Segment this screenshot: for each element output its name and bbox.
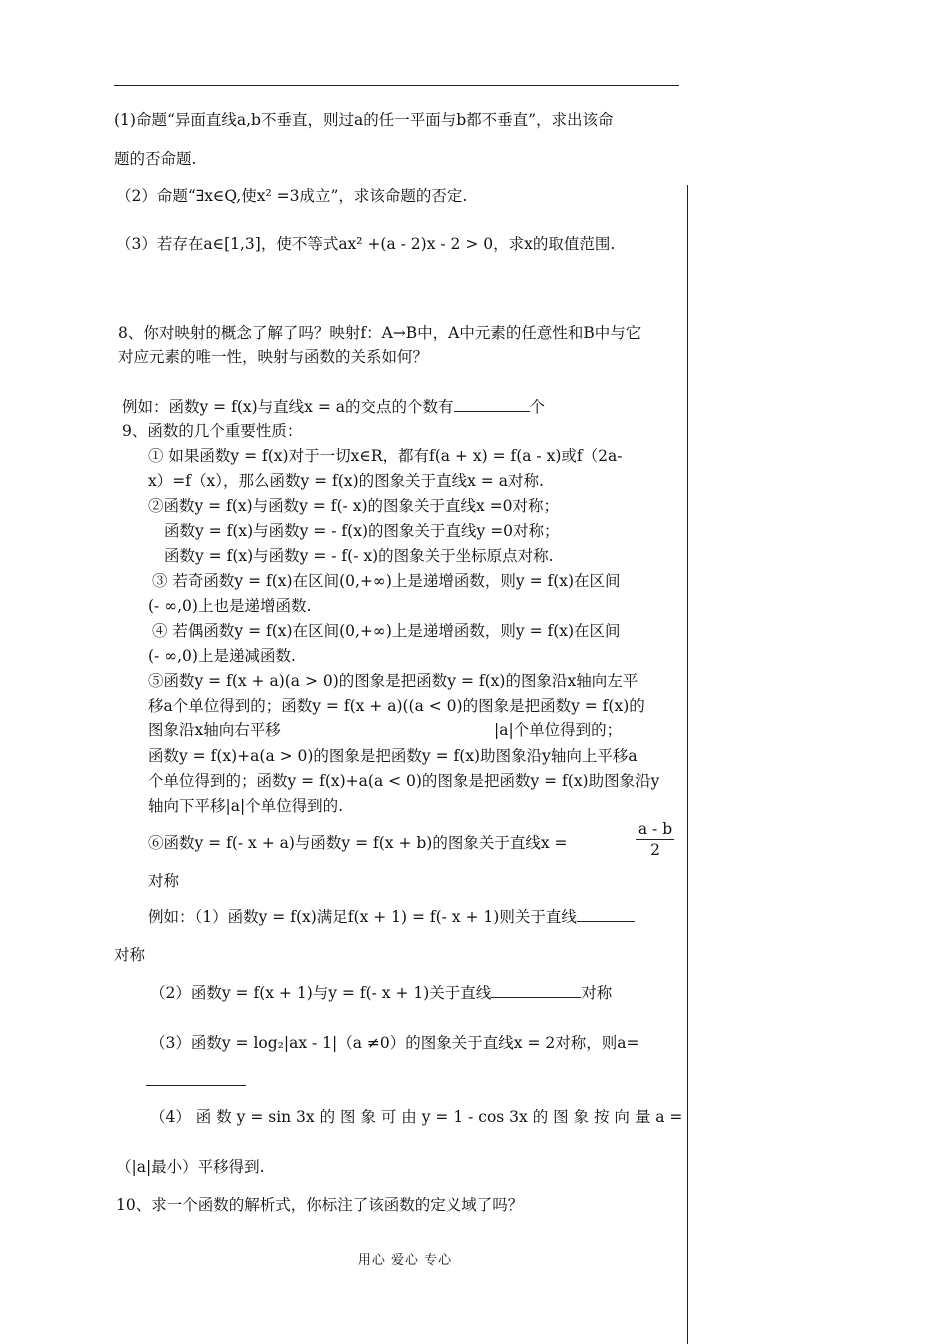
- q8-line2: 对应元素的唯一性，映射与函数的关系如何？: [118, 348, 429, 366]
- q7-item1-line1: (1)命题“异面直线a,b不垂直，则过a的任一平面与b都不垂直”，求出该命: [114, 111, 614, 129]
- answer-blank[interactable]: [577, 907, 635, 922]
- property1-line2: x）=f（x），那么函数y = f(x)的图象关于直线x = a对称.: [148, 472, 544, 490]
- q8-example: [122, 397, 545, 417]
- example1-text: 例如：（1）函数y = f(x)满足f(x + 1) = f(- x + 1)则关于直线: [148, 908, 577, 926]
- property2-line3: 函数y = f(x)与函数y = - f(- x)的图象关于坐标原点对称.: [164, 547, 554, 565]
- property5-line4: 函数y = f(x)+a(a > 0)的图象是把函数y = f(x)助图象沿y轴向上平移a: [148, 747, 638, 765]
- answer-blank[interactable]: [454, 397, 530, 412]
- property3-line1: ③ 若奇函数y = f(x)在区间(0,+∞)上是递增函数，则y = f(x)在区间: [152, 572, 621, 590]
- answer-blank[interactable]: [491, 983, 581, 998]
- property2-line1: ②函数y = f(x)与函数y = f(- x)的图象关于直线x =0对称；: [148, 497, 560, 515]
- example2-end: 对称: [581, 984, 613, 1002]
- property1-line1: ① 如果函数y = f(x)对于一切x∈R，都有f(a + x) = f(a - x)或f（2a-: [148, 447, 623, 465]
- fraction: [636, 819, 674, 860]
- property3-line2: (- ∞,0)上也是递增函数.: [148, 597, 312, 615]
- answer-blank[interactable]: [146, 1085, 246, 1086]
- property6-line2: 对称: [148, 872, 180, 890]
- fraction-numerator: a - b: [637, 820, 673, 838]
- example1-line1: [148, 907, 635, 927]
- q8-example-text: 例如：函数y = f(x)与直线x = a的交点的个数有: [122, 398, 454, 416]
- property4-line2: (- ∞,0)上是递减函数.: [148, 647, 296, 665]
- page-footer: 用心 爱心 专心: [357, 1253, 453, 1268]
- margin-rule: [687, 185, 688, 1344]
- property5-line3-end: |a|个单位得到的；: [494, 721, 623, 739]
- property6-line1: ⑥函数y = f(- x + a)与函数y = f(x + b)的图象关于直线x =: [148, 834, 568, 852]
- q9-heading: 9、函数的几个重要性质：: [122, 422, 303, 440]
- property5-line1: ⑤函数y = f(x + a)(a > 0)的图象是把函数y = f(x)的图象沿x轴向左平: [148, 672, 639, 690]
- q8-example-unit: 个: [529, 398, 546, 416]
- property5-line6: 轴向下平移|a|个单位得到的.: [148, 797, 344, 815]
- example4-line1: （4） 函 数 y = sin 3x 的 图 象 可 由 y = 1 - cos 3x 的 图 象 按 向 量 a =: [150, 1108, 683, 1126]
- fraction-denominator: 2: [650, 841, 660, 859]
- q8-line1: 8、你对映射的概念了解了吗？映射f：A→B中，A中元素的任意性和B中与它: [118, 324, 642, 342]
- q7-item3: （3）若存在a∈[1,3]，使不等式ax² +(a - 2)x - 2 > 0，求x的取值范围.: [116, 235, 616, 253]
- example2-text: （2）函数y = f(x + 1)与y = f(- x + 1)关于直线: [150, 984, 492, 1002]
- q10: 10、求一个函数的解析式，你标注了该函数的定义域了吗？: [116, 1196, 524, 1214]
- example3: （3）函数y = log₂|ax - 1|（a ≠0）的图象关于直线x = 2对称，则a=: [150, 1034, 640, 1052]
- example4-line2: （|a|最小）平移得到.: [116, 1158, 265, 1176]
- example2: [150, 983, 612, 1003]
- q7-item2: （2）命题“∃x∈Q,使x² =3成立”，求该命题的否定.: [116, 187, 468, 205]
- property5-line3: 图象沿x轴向右平移: [148, 721, 281, 739]
- example1-line2: 对称: [114, 946, 146, 964]
- property4-line1: ④ 若偶函数y = f(x)在区间(0,+∞)上是递增函数，则y = f(x)在区间: [152, 622, 621, 640]
- property5-line5: 个单位得到的；函数y = f(x)+a(a < 0)的图象是把函数y = f(x)助图象沿y: [148, 772, 660, 790]
- header-rule: [114, 85, 679, 86]
- property2-line2: 函数y = f(x)与函数y = - f(x)的图象关于直线y =0对称；: [164, 522, 560, 540]
- q7-item1-line2: 题的否命题.: [114, 150, 197, 168]
- property5-line2: 移a个单位得到的；函数y = f(x + a)((a < 0)的图象是把函数y = f(x)的: [148, 697, 645, 715]
